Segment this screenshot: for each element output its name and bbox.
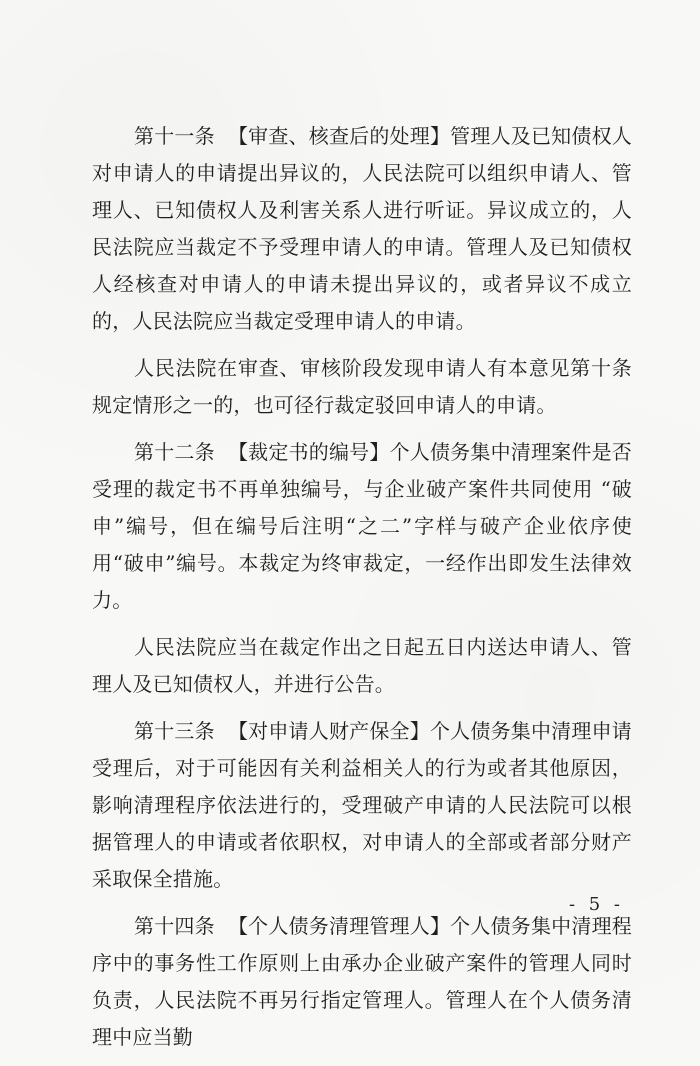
article-number: 第十四条 — [134, 914, 215, 938]
paragraph-text: 人民法院应当在裁定作出之日起五日内送达申请人、管理人及已知债权人，并进行公告。 — [92, 635, 632, 696]
article-text: 个人债务集中清理程序中的事务性工作原则上由承办企业破产案件的管理人同时负责，人民法院不再另行指定管理人。管理人在个人债务清理中应当勤 — [92, 914, 632, 1049]
article-text: 个人债务集中清理案件是否受理的裁定书不再单独编号，与企业破产案件共同使用 “破申”编号，但在编号后注明“之二”字样与破产企业依序使用“破申”编号。本裁定为终审裁定，一经作出即发生法律效力。 — [92, 440, 632, 612]
article-heading: 【审查、核查后的处理】 — [227, 124, 451, 148]
article-heading: 【对申请人财产保全】 — [227, 719, 430, 743]
article-14-paragraph — [92, 908, 632, 1056]
paragraph-text: 人民法院在审查、审核阶段发现申请人有本意见第十条规定情形之一的，也可径行裁定驳回申请人的申请。 — [92, 356, 632, 417]
page-number: - 5 - — [568, 894, 624, 915]
article-number: 第十二条 — [134, 440, 215, 464]
article-number: 第十三条 — [134, 719, 215, 743]
article-text: 管理人及已知债权人对申请人的申请提出异议的，人民法院可以组织申请人、管理人、已知债权人及利害关系人进行听证。异议成立的，人民法院应当裁定不予受理申请人的申请。管理人及已知债权人经核查对申请人的申请未提出异议的，或者异议不成立的，人民法院应当裁定受理申请人的申请。 — [92, 124, 632, 333]
article-text: 个人债务集中清理申请受理后，对于可能因有关利益相关人的行为或者其他原因，影响清理程序依法进行的，受理破产申请的人民法院可以根据管理人的申请或者依职权，对申请人的全部或者部分财产采取保全措施。 — [92, 719, 632, 891]
article-11-supplement-paragraph — [92, 350, 632, 424]
article-13-paragraph — [92, 713, 632, 898]
article-12-paragraph — [92, 434, 632, 619]
article-number: 第十一条 — [134, 124, 215, 148]
document-body — [92, 118, 632, 1066]
article-heading: 【裁定书的编号】 — [227, 440, 390, 464]
article-12-supplement-paragraph — [92, 629, 632, 703]
article-11-paragraph — [92, 118, 632, 340]
article-heading: 【个人债务清理管理人】 — [227, 914, 451, 938]
